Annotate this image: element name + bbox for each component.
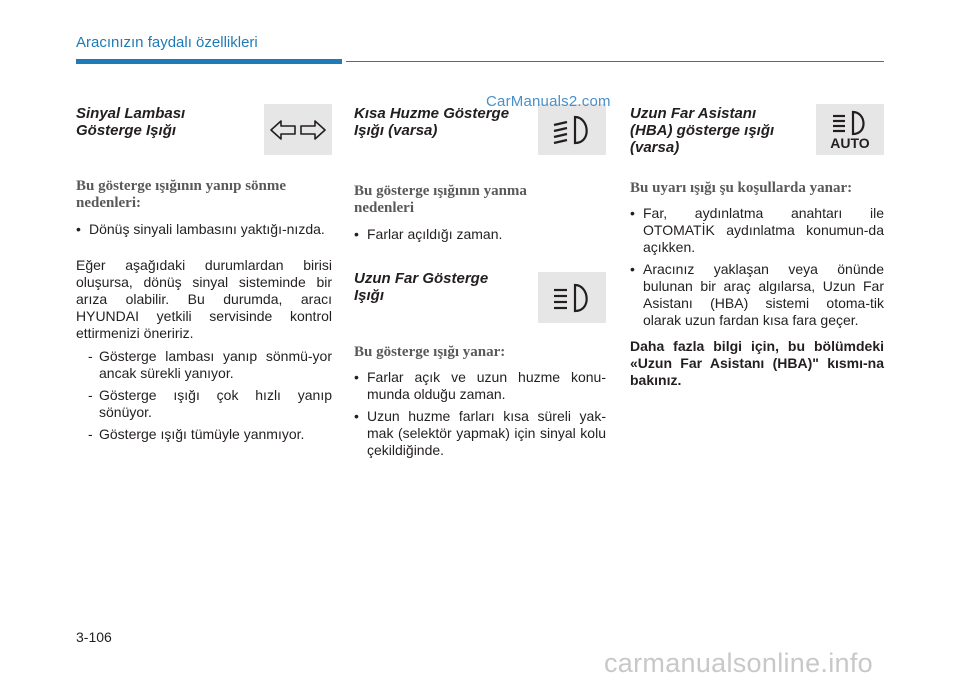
header-rule-thin bbox=[346, 61, 884, 62]
title-line: Gösterge Işığı bbox=[76, 122, 177, 139]
list-item: • Farlar açık ve uzun huzme konu-munda olduğu zaman. bbox=[354, 369, 606, 403]
subheading-hba: Bu uyarı ışığı şu koşullarda yanar: bbox=[630, 180, 853, 196]
column-high-beam-assist bbox=[630, 100, 884, 389]
section-head-turn-signal bbox=[76, 100, 332, 178]
subheading-high-beam: Bu gösterge ışığı yanar: bbox=[354, 344, 506, 360]
section-head-hba bbox=[630, 100, 884, 180]
title-line: Kısa Huzme Gösterge bbox=[354, 105, 510, 122]
dash-list bbox=[76, 348, 332, 443]
list-item: • Dönüş sinyali lambasını yaktığı-nızda. bbox=[76, 221, 332, 238]
high-beam-assist-icon bbox=[816, 104, 884, 155]
reference-note: Daha fazla bilgi için, bu bölümdeki «Uzun Far Asistanı (HBA)" kısmı-na bakınız. bbox=[630, 338, 884, 388]
subheading-turn-signal bbox=[76, 178, 332, 212]
column-beam-indicators bbox=[354, 100, 606, 459]
list-item: • Uzun huzme farları kısa süreli yak-mak (selektör yapmak) için sinyal kolu çekildiğinde. bbox=[354, 408, 606, 459]
subheading-low-beam bbox=[354, 183, 606, 217]
title-line: (varsa) bbox=[630, 139, 680, 156]
bullet-list bbox=[354, 369, 606, 459]
bullet-list bbox=[354, 226, 606, 243]
paragraph-fault: Eğer aşağıdaki durumlardan birisi oluşursa, dönüş sinyal sisteminde bir arıza olabilir. Bu durumda, aracı HYUNDAI yetkili servisinde kontrol ettirmenizi öneririz. bbox=[76, 257, 332, 341]
list-item: • Far, aydınlatma anahtarı ile OTOMATİK aydınlatma konumun-da açıkken. bbox=[630, 205, 884, 256]
title-line: Uzun Far Asistanı bbox=[630, 105, 757, 122]
subhead-line: nedenleri: bbox=[76, 195, 141, 211]
header-rule-thick bbox=[76, 59, 342, 64]
list-item: - Gösterge lambası yanıp sönmü-yor ancak sürekli yanıyor. bbox=[88, 348, 332, 382]
bullet-list bbox=[630, 205, 884, 329]
subhead-line: Bu gösterge ışığının yanıp sönme bbox=[76, 178, 287, 194]
title-line: Işığı (varsa) bbox=[354, 122, 438, 139]
section-header-title: Aracınızın faydalı özellikleri bbox=[76, 34, 258, 51]
list-item: • Farlar açıldığı zaman. bbox=[354, 226, 606, 243]
column-turn-signal bbox=[76, 100, 332, 443]
low-beam-icon bbox=[538, 104, 606, 155]
section-head-high-beam bbox=[354, 268, 606, 344]
title-line: Sinyal Lambası bbox=[76, 105, 186, 122]
list-item: • Aracınız yaklaşan veya önünde bulunan bir araç algılarsa, Uzun Far Asistanı (HBA) sistemi otoma-tik olarak uzun fardan kısa fara geçer. bbox=[630, 261, 884, 329]
list-item: - Gösterge ışığı çok hızlı yanıp sönüyor. bbox=[88, 387, 332, 421]
section-head-low-beam bbox=[354, 100, 606, 180]
title-line: Işığı bbox=[354, 287, 385, 304]
list-item: - Gösterge ışığı tümüyle yanmıyor. bbox=[88, 426, 332, 443]
bullet-list bbox=[76, 221, 332, 238]
title-line: (HBA) gösterge ışığı bbox=[630, 122, 775, 139]
watermark-link[interactable]: CarManuals2.com bbox=[486, 93, 611, 110]
subhead-line: Bu gösterge ışığının yanma bbox=[354, 183, 527, 199]
footer-brand[interactable]: carmanualsonline.info bbox=[604, 648, 873, 678]
subhead-line: nedenleri bbox=[354, 200, 414, 216]
high-beam-icon bbox=[538, 272, 606, 323]
title-line: Uzun Far Gösterge bbox=[354, 270, 489, 287]
turn-signal-arrows-icon bbox=[264, 104, 332, 155]
page-number: 3-106 bbox=[76, 629, 112, 645]
auto-label: AUTO bbox=[830, 134, 870, 151]
